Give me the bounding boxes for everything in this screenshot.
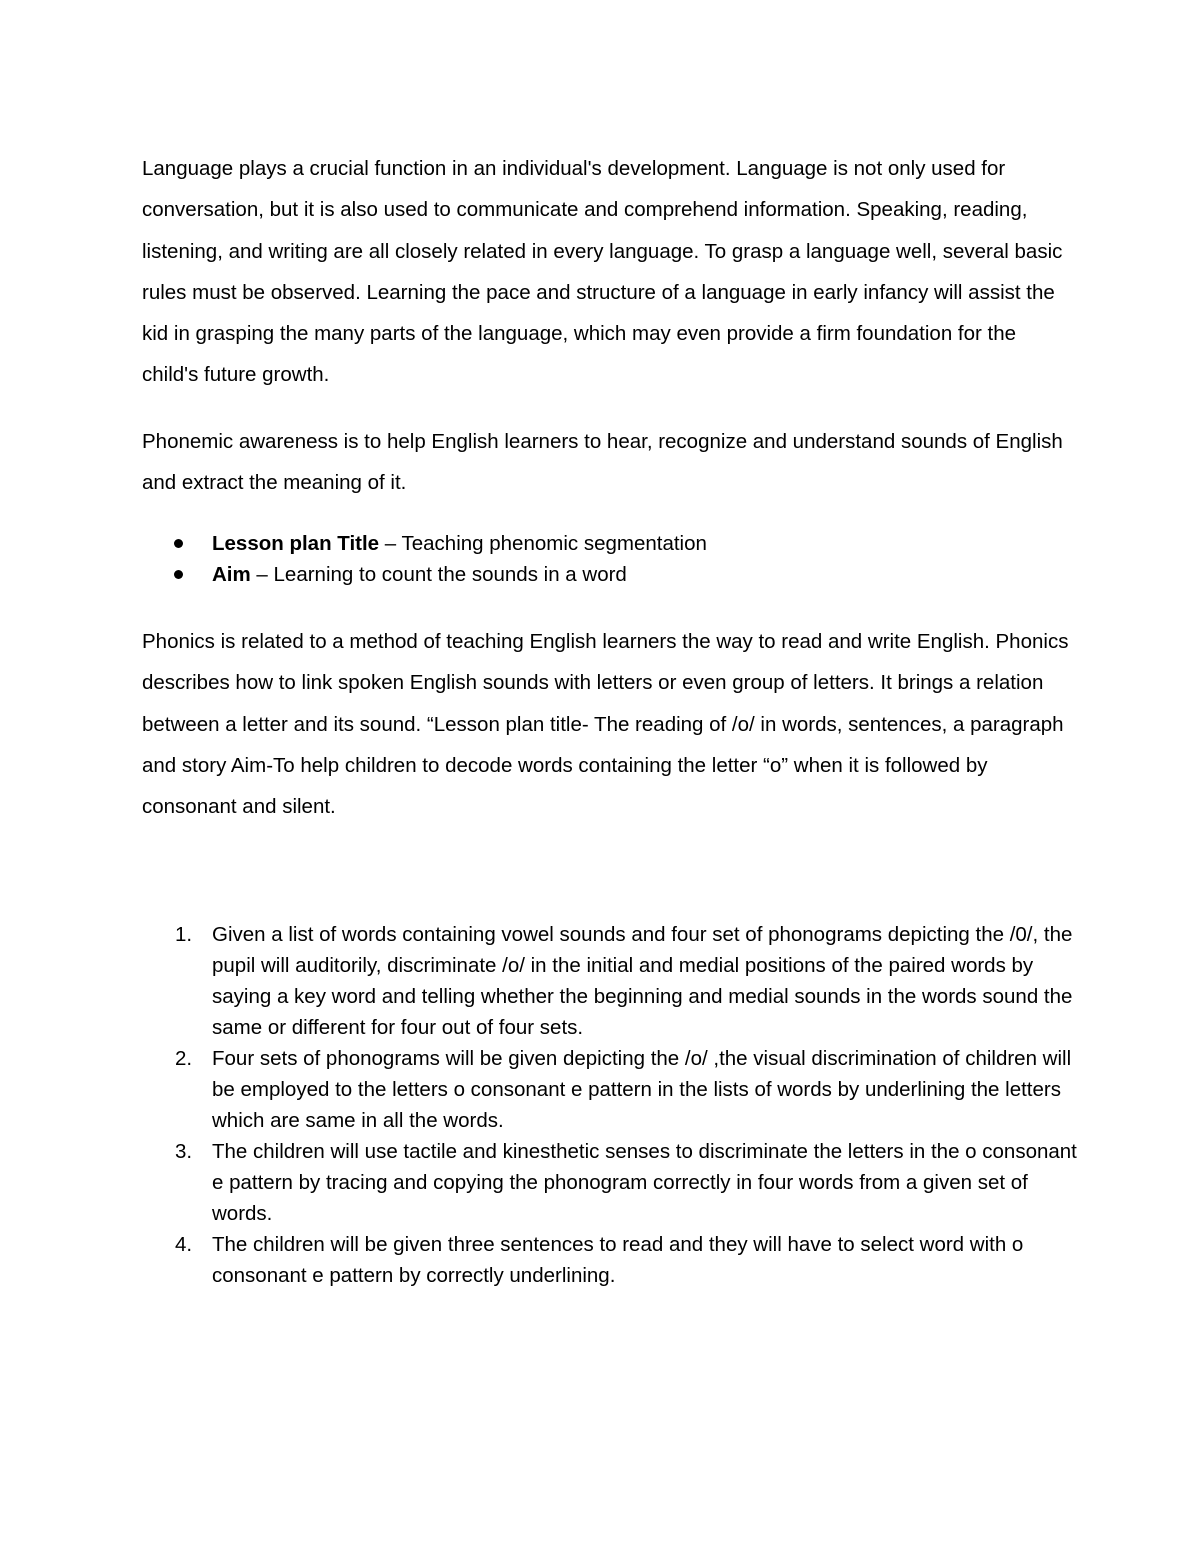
bullet-label: Aim	[212, 563, 251, 586]
objective-item	[142, 1229, 1082, 1291]
objective-text: The children will use tactile and kinesthetic senses to discriminate the letters in the o consonant e pattern by tracing and copying the phonogram correctly in four words from a given set of words.	[212, 1140, 1077, 1225]
bullet-dot-icon	[174, 539, 183, 548]
objective-number: 1.	[175, 923, 193, 946]
bullet-label: Lesson plan Title	[212, 532, 380, 555]
lesson-bullet-list	[142, 528, 1072, 590]
intro-paragraph: Language plays a crucial function in an individual's development. Language is not only used for conversation, but it is also used to communicate and comprehend information. Speaking, reading, listening, and writing are all closely related in every language. To grasp a language well, several basic rules must be observed. Learning the pace and structure of a language in early infancy will assist the kid in grasping the many parts of the language, which may even provide a firm foundation for the child's future growth.	[142, 157, 1063, 387]
bullet-item-lesson-title	[142, 528, 1072, 559]
objective-text: Given a list of words containing vowel sounds and four set of phonograms depicting the /0/, the pupil will auditorily, discriminate /o/ in the initial and medial positions of the paired words by saying a key word and telling whether the beginning and medial sounds in the words sound the same or different for four out of four sets.	[212, 923, 1073, 1039]
phonemic-awareness-paragraph: Phonemic awareness is to help English learners to hear, recognize and understand sounds of English and extract the meaning of it.	[142, 430, 1063, 495]
objective-number: 2.	[175, 1047, 193, 1070]
phonics-paragraph: Phonics is related to a method of teaching English learners the way to read and write English. Phonics describes how to link spoken English sounds with letters or even group of letters. It brings a relation between a letter and its sound. “Lesson plan title- The reading of /o/ in words, sentences, a paragraph and story Aim-To help children to decode words containing the letter “o” when it is followed by consonant and silent.	[142, 630, 1069, 819]
objective-text: Four sets of phonograms will be given depicting the /o/ ,the visual discrimination of children will be employed to the letters o consonant e pattern in the lists of words by underlining the letters which are same in all the words.	[212, 1047, 1072, 1132]
objective-item	[142, 919, 1082, 1043]
objective-item	[142, 1136, 1082, 1229]
bullet-dot-icon	[174, 570, 183, 579]
bullet-item-aim	[142, 559, 1072, 590]
objective-item	[142, 1043, 1082, 1136]
bullet-text: – Learning to count the sounds in a word	[250, 563, 627, 586]
objective-number: 4.	[175, 1233, 193, 1256]
objectives-list	[142, 919, 1082, 1291]
objective-text: The children will be given three sentences to read and they will have to select word with o consonant e pattern by correctly underlining.	[212, 1233, 1024, 1287]
bullet-text: – Teaching phenomic segmentation	[379, 532, 707, 555]
objective-number: 3.	[175, 1140, 193, 1163]
